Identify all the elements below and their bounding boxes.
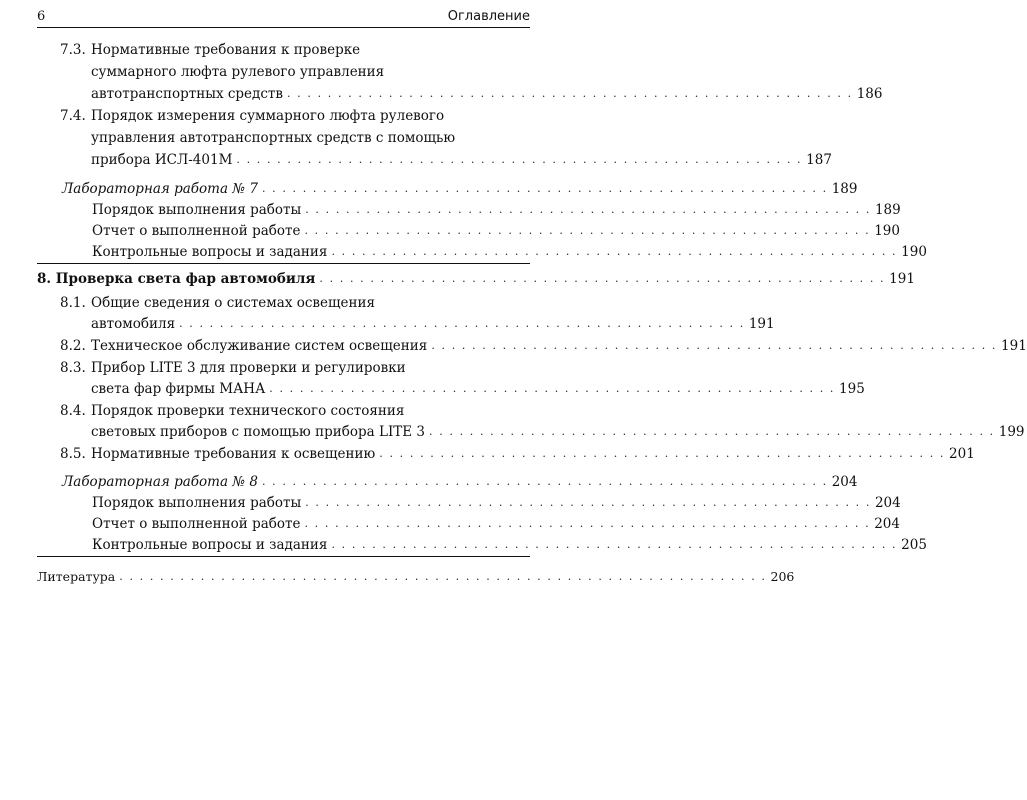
dot-leader: . . . . . . . . . . . . . . . . . . . . . . . . . . . . . . . . . . . . . . . . . . . . . . . . . . . . . . . . — [305, 496, 871, 509]
toc-subentry — [92, 516, 900, 532]
toc-line — [91, 381, 865, 397]
page-ref: 199 — [998, 424, 1025, 440]
section-divider — [37, 556, 530, 557]
dot-leader: . . . . . . . . . . . . . . . . . . . . . . . . . . . . . . . . . . . . . . . . . . . . . . . . . . . . . . . . — [379, 447, 946, 460]
entry-title: Порядок выполнения работы — [92, 202, 302, 218]
page-header — [37, 6, 530, 28]
page-ref: 204 — [831, 474, 858, 490]
dot-leader: . . . . . . . . . . . . . . . . . . . . . . . . . . . . . . . . . . . . . . . . . . . . . . . . . . . . . . . . . . . . . . . . — [119, 570, 767, 583]
entry-title-line: Прибор LITE 3 для проверки и регулировки — [91, 360, 406, 376]
entry-title-line: суммарного люфта рулевого управления — [91, 64, 385, 80]
dot-leader: . . . . . . . . . . . . . . . . . . . . . . . . . . . . . . . . . . . . . . . . . . . . . . . . . . . . . . . . — [261, 182, 828, 195]
entry-title-line: световых приборов с помощью прибора LITE 3 — [91, 424, 426, 440]
page-ref: 191 — [889, 271, 915, 287]
dot-leader: . . . . . . . . . . . . . . . . . . . . . . . . . . . . . . . . . . . . . . . . . . . . . . . . . . . . . . . . — [304, 224, 871, 237]
section-number: 8.1. — [60, 295, 86, 311]
entry-title-line: прибора ИСЛ-401М — [91, 152, 233, 168]
entry-title: Техническое обслуживание систем освещения — [91, 338, 428, 354]
page-ref: 201 — [949, 446, 975, 462]
toc-entry-lab-8 — [62, 474, 858, 490]
toc-entry-chapter-8 — [37, 271, 915, 287]
page-ref: 205 — [901, 537, 927, 553]
page-ref: 191 — [748, 316, 775, 332]
toc-subentry — [92, 537, 927, 553]
dot-leader: . . . . . . . . . . . . . . . . . . . . . . . . . . . . . . . . . . . . . . . . . . . . . . . . . . . . . . . . — [319, 272, 886, 285]
toc-entry-8-5 — [60, 446, 975, 462]
toc-entry-7-4 — [60, 108, 444, 124]
page-ref: 189 — [874, 202, 901, 218]
toc-line — [91, 152, 832, 168]
entry-title-line: управления автотранспортных средств с помощью — [91, 130, 456, 146]
toc-entry-literature — [37, 569, 795, 585]
dot-leader: . . . . . . . . . . . . . . . . . . . . . . . . . . . . . . . . . . . . . . . . . . . . . . . . . . . . . . . . — [261, 475, 828, 488]
toc-subentry — [92, 495, 901, 511]
page-ref: 204 — [874, 516, 900, 532]
page-ref: 206 — [770, 569, 795, 584]
page-ref: 190 — [901, 244, 927, 260]
page-ref: 187 — [806, 152, 832, 168]
dot-leader: . . . . . . . . . . . . . . . . . . . . . . . . . . . . . . . . . . . . . . . . . . . . . . . . . . . . . . . . — [429, 425, 995, 438]
entry-title: Отчет о выполненной работе — [92, 223, 301, 239]
entry-title: Контрольные вопросы и задания — [92, 537, 328, 553]
dot-leader: . . . . . . . . . . . . . . . . . . . . . . . . . . . . . . . . . . . . . . . . . . . . . . . . . . . . . . . . — [269, 382, 836, 395]
toc-line — [91, 86, 883, 102]
dot-leader: . . . . . . . . . . . . . . . . . . . . . . . . . . . . . . . . . . . . . . . . . . . . . . . . . . . . . . . . — [305, 203, 871, 216]
entry-title: Нормативные требования к освещению — [91, 446, 376, 462]
page-ref: 186 — [856, 86, 883, 102]
entry-title: Лабораторная работа № 8 — [62, 474, 258, 490]
toc-line — [91, 316, 775, 332]
entry-title-line: Общие сведения о системах освещения — [91, 295, 376, 311]
dot-leader: . . . . . . . . . . . . . . . . . . . . . . . . . . . . . . . . . . . . . . . . . . . . . . . . . . . . . . . . — [179, 317, 745, 330]
entry-title-line: автотранспортных средств — [91, 86, 283, 102]
page-ref: 195 — [839, 381, 865, 397]
dot-leader: . . . . . . . . . . . . . . . . . . . . . . . . . . . . . . . . . . . . . . . . . . . . . . . . . . . . . . . . — [431, 339, 998, 352]
section-number: 8.4. — [60, 403, 86, 419]
page-ref: 190 — [874, 223, 900, 239]
entry-title: Литература — [37, 569, 116, 584]
toc-subentry — [92, 244, 927, 260]
page-ref: 189 — [831, 181, 858, 197]
dot-leader: . . . . . . . . . . . . . . . . . . . . . . . . . . . . . . . . . . . . . . . . . . . . . . . . . . . . . . . . — [331, 538, 898, 551]
entry-title-line: Порядок проверки технического состояния — [91, 403, 405, 419]
section-number: 8.3. — [60, 360, 86, 376]
toc-entry-7-3 — [60, 42, 360, 58]
page-ref: 204 — [874, 495, 901, 511]
page-number: 6 — [37, 9, 46, 24]
running-title: Оглавление — [447, 9, 530, 24]
toc-entry-8-2 — [60, 338, 1027, 354]
toc-entry-8-3 — [60, 360, 406, 376]
toc-entry-lab-7 — [62, 181, 858, 197]
section-divider — [37, 263, 530, 264]
entry-title: Контрольные вопросы и задания — [92, 244, 328, 260]
page-ref: 191 — [1001, 338, 1027, 354]
dot-leader: . . . . . . . . . . . . . . . . . . . . . . . . . . . . . . . . . . . . . . . . . . . . . . . . . . . . . . . . — [236, 153, 803, 166]
dot-leader: . . . . . . . . . . . . . . . . . . . . . . . . . . . . . . . . . . . . . . . . . . . . . . . . . . . . . . . . — [331, 245, 898, 258]
entry-title: Порядок выполнения работы — [92, 495, 302, 511]
toc-line — [91, 424, 1025, 440]
toc-subentry — [92, 202, 901, 218]
section-number: 8.5. — [60, 446, 86, 462]
dot-leader: . . . . . . . . . . . . . . . . . . . . . . . . . . . . . . . . . . . . . . . . . . . . . . . . . . . . . . . . — [304, 517, 871, 530]
dot-leader: . . . . . . . . . . . . . . . . . . . . . . . . . . . . . . . . . . . . . . . . . . . . . . . . . . . . . . . . — [286, 87, 853, 100]
section-number: 7.4. — [60, 108, 86, 124]
entry-title: Отчет о выполненной работе — [92, 516, 301, 532]
entry-title-line: автомобиля — [91, 316, 176, 332]
section-number: 7.3. — [60, 42, 86, 58]
toc-entry-8-4 — [60, 403, 404, 419]
toc-subentry — [92, 223, 900, 239]
entry-title: Лабораторная работа № 7 — [62, 181, 258, 197]
chapter-title: 8. Проверка света фар автомобиля — [37, 271, 316, 287]
toc-entry-8-1 — [60, 295, 375, 311]
entry-title-line: Порядок измерения суммарного люфта рулевого — [91, 108, 445, 124]
entry-title-line: света фар фирмы МАНА — [91, 381, 266, 397]
section-number: 8.2. — [60, 338, 86, 354]
entry-title-line: Нормативные требования к проверке — [91, 42, 361, 58]
